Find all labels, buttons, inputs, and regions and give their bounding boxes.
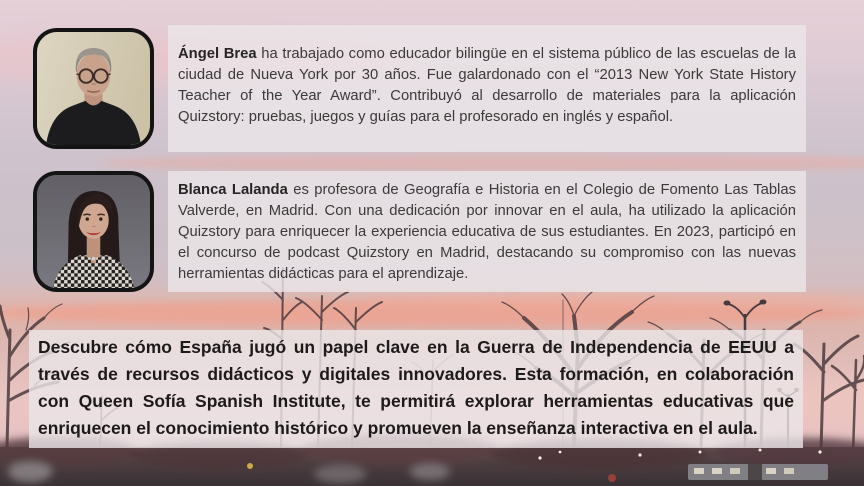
course-description-text: Descubre cómo España jugó un papel clave en la Guerra de Independencia de EEUU a través de recursos didácticos y digitales innovadores. Esta formación, en colaboración con Queen Sofía Spanish Institute, te permitirá explorar herramientas educativas que enriquecen el conocimiento histórico y promueven la enseñanza interactiva en el aula. — [38, 337, 794, 438]
blanca-lalanda-name: Blanca Lalanda — [178, 182, 288, 198]
blanca-lalanda-bio-panel — [168, 171, 806, 292]
man-with-glasses-portrait-icon — [37, 32, 150, 145]
angel-brea-name: Ángel Brea — [178, 46, 257, 62]
angel-brea-photo — [33, 28, 154, 149]
angel-brea-bio-panel — [168, 25, 806, 152]
angel-brea-description: ha trabajado como educador bilingüe en el sistema público de las escuelas de la ciudad de Nueva York por 30 años. Fue galardonado con el “2013 New York State History Teacher of the Year Award”. Contribuyó al desarrollo de materiales para la aplicación Quizstory: pruebas, juegos y guías para el profesorado en inglés y español. — [178, 46, 796, 125]
blanca-lalanda-description: es profesora de Geografía e Historia en el Colegio de Fomento Las Tablas Valverde, en Madrid. Con una dedicación por innovar en el aula, ha utilizado la aplicación Quizstory para enriquecer la experiencia educativa de sus estudiantes. En 2023, participó en el concurso de podcast Quizstory en Madrid, destacando su compromiso con las nuevas herramientas didácticas para el aprendizaje. — [178, 182, 796, 282]
course-description-panel — [29, 330, 803, 448]
angel-brea-bio-text — [178, 44, 796, 128]
distant-train-icon — [688, 464, 828, 480]
woman-portrait-icon — [37, 175, 150, 288]
blanca-lalanda-bio-text — [178, 180, 796, 285]
blanca-lalanda-photo — [33, 171, 154, 292]
